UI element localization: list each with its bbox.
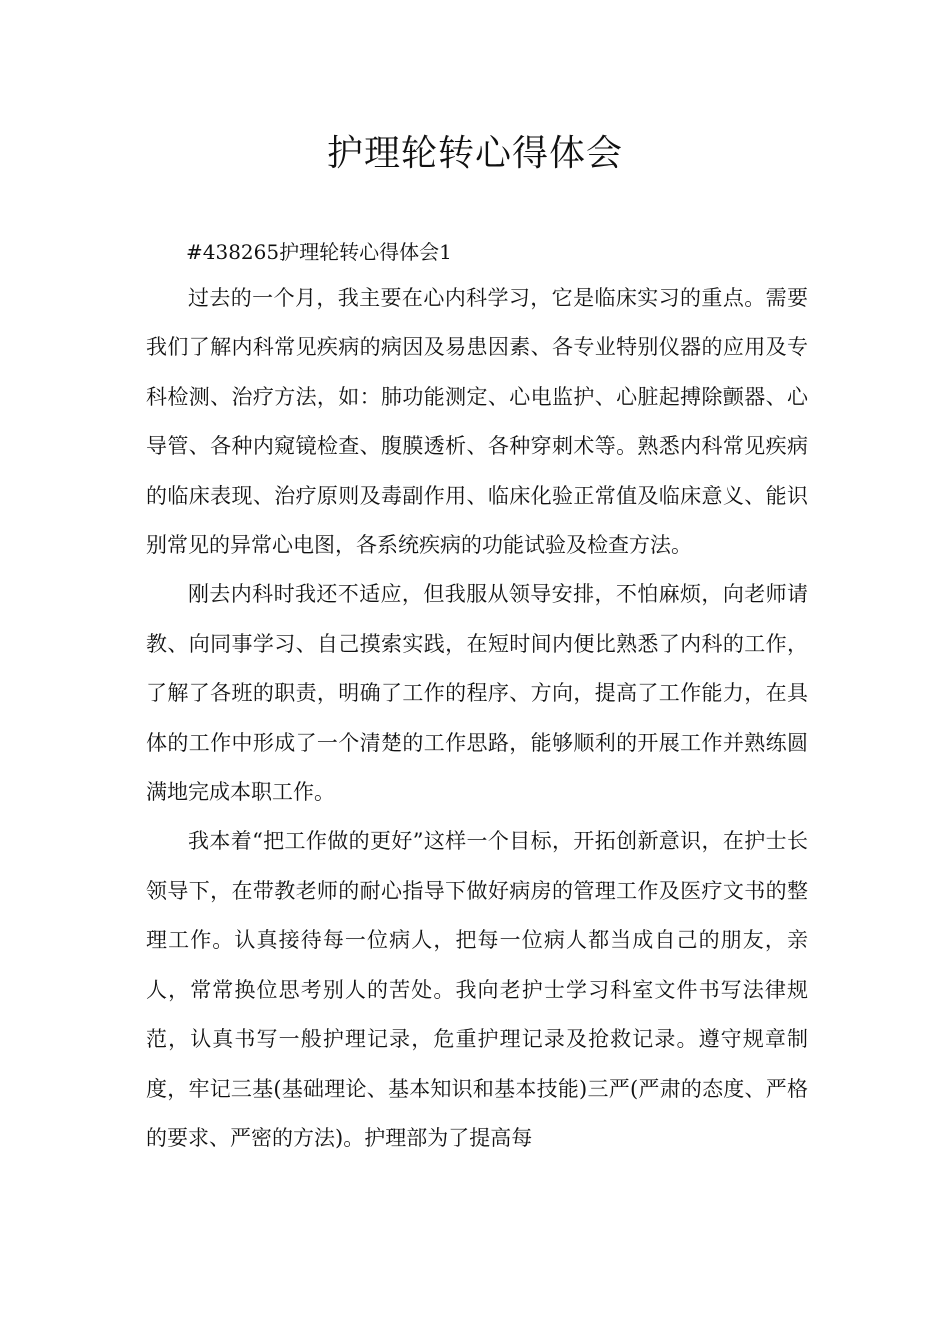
document-title: 护理轮转心得体会 — [326, 133, 623, 174]
paragraph-3: 我本着“把工作做的更好”这样一个目标，开拓创新意识，在护士长领导下，在带教老师的耐心指导下做好病房的管理工作及医疗文书的整理工作。认真接待每一位病人，把每一位病人都当成自己的朋友，亲人，常常换位思考别人的苦处。我向老护士学习科室文件书写法律规范，认真书写一般护理记录，危重护理记录及抢救记录。遵守规章制度，牢记三基(基础理论、基本知识和基本技能)三严(严肃的态度、严格的要求、严密的方法)。护理部为了提高每 — [146, 829, 808, 1150]
document-body — [146, 232, 808, 1163]
paragraph-2: 刚去内科时我还不适应，但我服从领导安排，不怕麻烦，向老师请教、向同事学习、自己摸索实践，在短时间内便比熟悉了内科的工作，了解了各班的职责，明确了工作的程序、方向，提高了工作能力，在具体的工作中形成了一个清楚的工作思路，能够顺利的开展工作并熟练圆满地完成本职工作。 — [146, 582, 808, 805]
paragraph-1: 过去的一个月，我主要在心内科学习，它是临床实习的重点。需要我们了解内科常见疾病的病因及易患因素、各专业特别仪器的应用及专科检测、治疗方法，如：肺功能测定、心电监护、心脏起搏除颤器、心导管、各种内窥镜检查、腹膜透析、各种穿刺术等。熟悉内科常见疾病的临床表现、治疗原则及毒副作用、临床化验正常值及临床意义、能识别常见的异常心电图，各系统疾病的功能试验及检查方法。 — [146, 286, 808, 558]
section-heading: #438265护理轮转心得体会1 — [186, 240, 452, 264]
